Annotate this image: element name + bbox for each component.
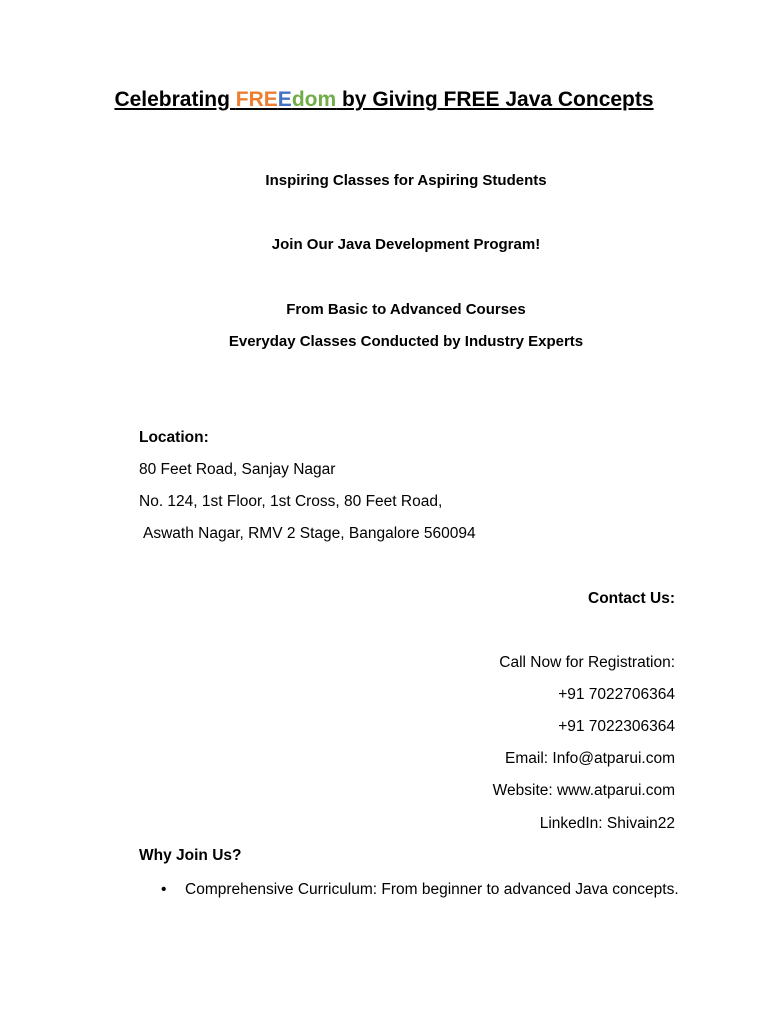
headline-inspiring: Inspiring Classes for Aspiring Students [265, 172, 547, 189]
why-bullet-list [139, 878, 679, 901]
page-title [0, 88, 768, 112]
headline-join: Join Our Java Development Program! [271, 236, 541, 253]
contact-heading: Contact Us: [588, 590, 675, 607]
contact-email: Email: Info@atparui.com [505, 750, 675, 767]
list-item [139, 878, 679, 901]
title-prefix: Celebrating [114, 88, 236, 111]
contact-call: Call Now for Registration: [499, 654, 675, 671]
why-heading: Why Join Us? [139, 847, 242, 864]
contact-website: Website: www.atparui.com [492, 782, 675, 799]
location-heading: Location: [139, 429, 209, 446]
contact-linkedin: LinkedIn: Shivain22 [539, 815, 675, 832]
title-suffix: by Giving FREE Java Concepts [336, 88, 654, 111]
contact-phone-1: +91 7022706364 [558, 686, 675, 703]
title-e-letter: E [277, 88, 292, 111]
headline-courses: From Basic to Advanced Courses [286, 301, 526, 318]
headline-experts: Everyday Classes Conducted by Industry Experts [228, 333, 584, 350]
location-line-3: Aswath Nagar, RMV 2 Stage, Bangalore 560094 [143, 525, 476, 542]
location-line-1: 80 Feet Road, Sanjay Nagar [139, 461, 336, 478]
title-dom-letters: dom [291, 88, 337, 111]
bullet-icon: • [161, 881, 167, 898]
title-free-letters: FRE [235, 88, 278, 111]
contact-phone-2: +91 7022306364 [558, 718, 675, 735]
bullet-text: Comprehensive Curriculum: From beginner to advanced Java concepts. [185, 881, 679, 898]
location-line-2: No. 124, 1st Floor, 1st Cross, 80 Feet Road, [139, 493, 443, 510]
